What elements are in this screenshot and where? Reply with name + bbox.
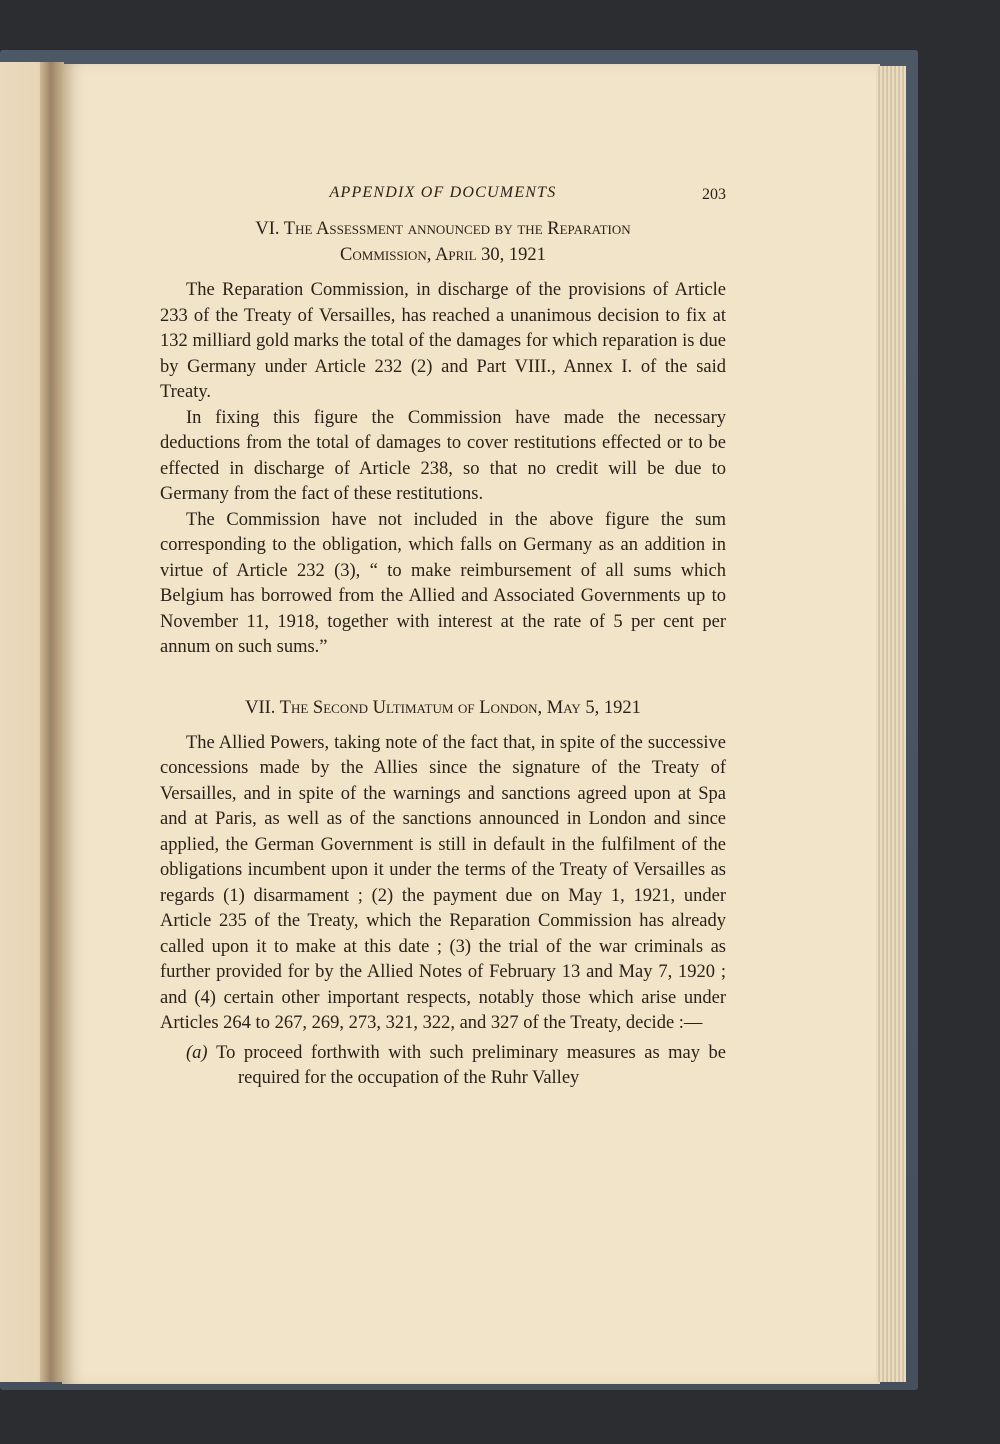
section-vi-heading xyxy=(160,216,726,268)
item-a-label: (a) xyxy=(186,1042,208,1063)
section-vi-paragraph-1: The Reparation Commission, in discharge of the provisions of Article 233 of the Treaty of Versailles, has reached a unanimous decision to fix at 132 milliard gold marks the total of the damages for which reparation is due by Germany under Article 232 (2) and Part VIII., Annex I. of the said Treaty. xyxy=(160,280,726,402)
page-text-block xyxy=(160,180,726,1092)
page-edges xyxy=(876,66,906,1382)
section-vi-paragraph-3: The Commission have not included in the above figure the sum corresponding to the obligation, which falls on Germany as an addition in virtue of Article 232 (3), “ to make reimbursement of all sums which Belgium has borrowed from the Allied and Associated Governments up to November 11, 1918, together with interest at the rate of 5 per cent per annum on such sums.” xyxy=(160,509,726,657)
book-gutter xyxy=(40,62,64,1382)
running-head-title: APPENDIX OF DOCUMENTS xyxy=(329,184,557,201)
section-vii-heading: VII. The Second Ultimatum of London, May 5, 1921 xyxy=(245,697,641,718)
section-vi-paragraph-2: In fixing this figure the Commission have made the necessary deductions from the total of damages to cover restitutions effected or to be effected in discharge of Article 238, so that no credit will be due to Germany from the fact of these restitutions. xyxy=(160,407,726,504)
running-head xyxy=(160,180,726,206)
page-number: 203 xyxy=(702,186,726,203)
section-vii-item-a xyxy=(160,1041,726,1092)
section-vi-heading-line2: Commission, April 30, 1921 xyxy=(340,245,546,265)
section-vii-paragraph: The Allied Powers, taking note of the fact that, in spite of the successive concessions made by the Allies since the signature of the Treaty of Versailles, and in spite of the warnings and sanctions agreed upon at Spa and at Paris, as well as of the sanctions announced in London and since applied, the German Government is still in default in the fulfilment of the obligations incumbent upon it under the terms of the Treaty of Versailles as regards (1) disarmament ; (2) the payment due on May 1, 1921, under Article 235 of the Treaty, which the Reparation Commission has already called upon it to make at this date ; (3) the trial of the war criminals as further provided for by the Allied Notes of February 13 and May 7, 1920 ; and (4) certain other important respects, notably those which arise under Articles 264 to 267, 269, 273, 321, 322, and 327 of the Treaty, decide :— xyxy=(160,732,726,1033)
section-vi-heading-line1: VI. The Assessment announced by the Reparation xyxy=(255,219,631,239)
item-a-text: To proceed forthwith with such preliminary measures as may be required for the occupation of the Ruhr Valley xyxy=(216,1042,726,1088)
